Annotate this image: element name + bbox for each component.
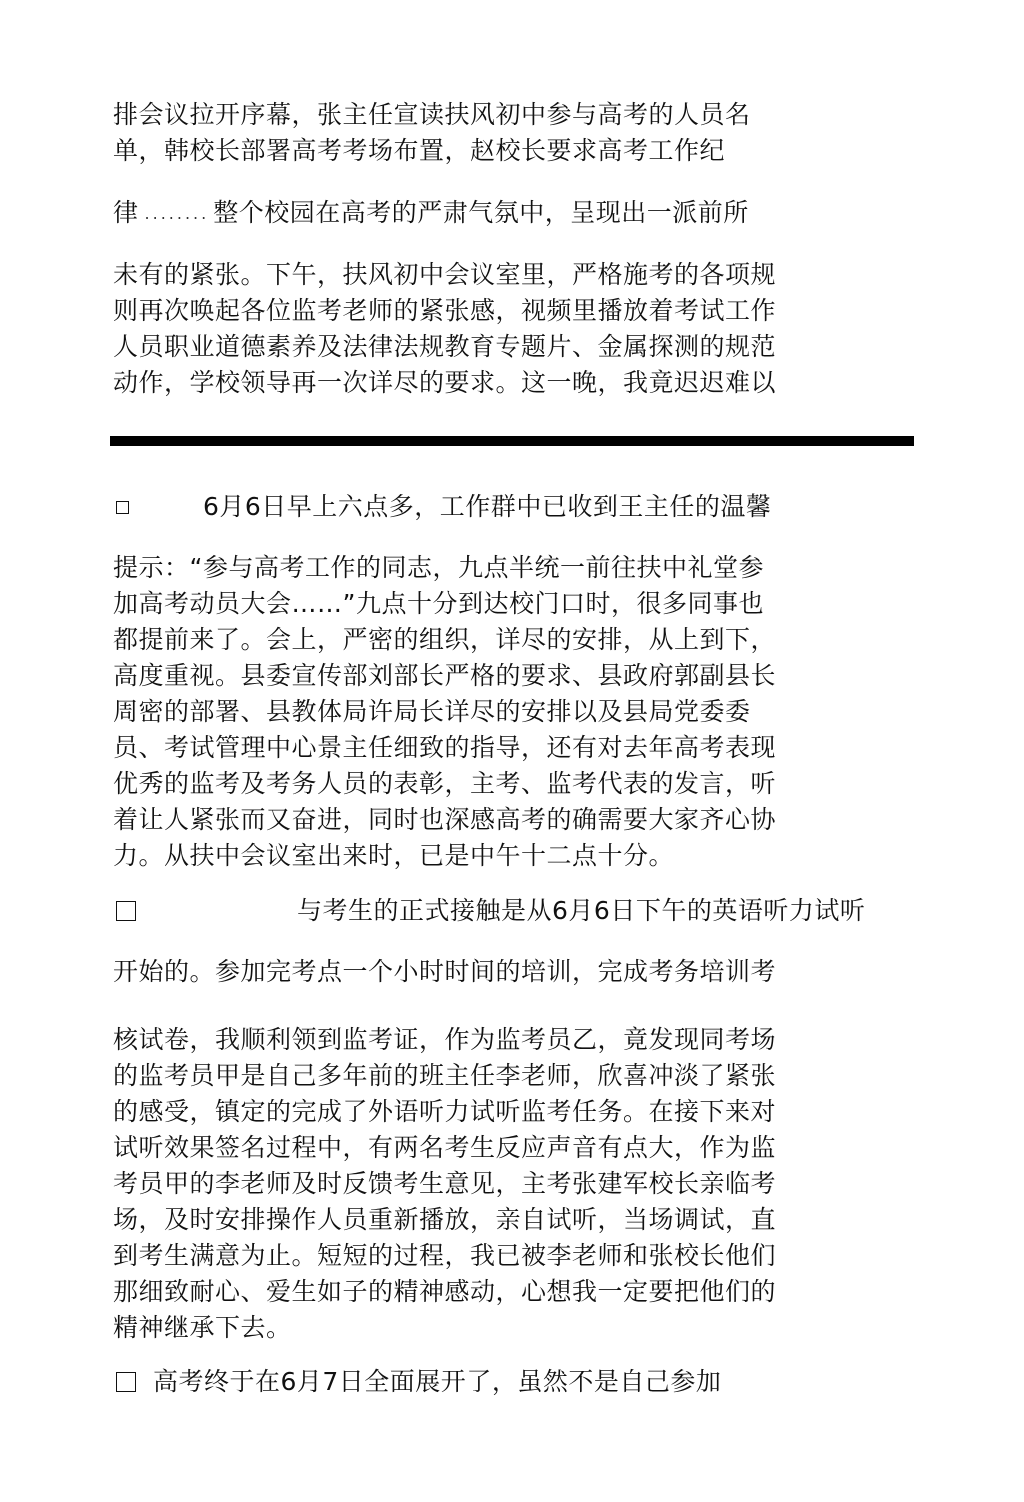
text-line: 排会议拉开序幕，张主任宣读扶风初中参与高考的人员名 — [113, 100, 751, 129]
checkbox-icon[interactable] — [116, 901, 136, 921]
text-line — [113, 196, 749, 231]
text-line: 优秀的监考及考务人员的表彰，主考、监考代表的发言，听 — [113, 769, 777, 798]
checkbox-icon[interactable] — [116, 501, 129, 514]
text-line: 提示：“参与高考工作的同志，九点半统一前往扶中礼堂参 — [113, 553, 764, 582]
checkbox-icon[interactable] — [116, 1372, 136, 1392]
text-line: 那细致耐心、爱生如子的精神感动，心想我一定要把他们的 — [113, 1277, 777, 1306]
horizontal-rule — [110, 436, 914, 446]
text-line: 着让人紧张而又奋进，同时也深感高考的确需要大家齐心协 — [113, 805, 777, 834]
text-line: 周密的部署、县教体局许局长详尽的安排以及县局党委委 — [113, 697, 751, 726]
text-line: 加高考动员大会……”九点十分到达校门口时，很多同事也 — [113, 589, 764, 618]
text-line: 动作，学校领导再一次详尽的要求。这一晚，我竟迟迟难以 — [113, 368, 777, 397]
text-line: 都提前来了。会上，严密的组织，详尽的安排，从上到下， — [113, 625, 777, 654]
text-line: 精神继承下去。 — [113, 1313, 292, 1342]
text-line: 人员职业道德素养及法律法规教育专题片、金属探测的规范 — [113, 332, 777, 361]
text-line: 高考终于在6月7日全面展开了，虽然不是自己参加 — [153, 1367, 722, 1396]
text-line: 考员甲的李老师及时反馈考生意见，主考张建军校长亲临考 — [113, 1169, 777, 1198]
ellipsis-dots: ........ — [144, 204, 210, 223]
text-line: 场，及时安排操作人员重新播放，亲自试听，当场调试，直 — [113, 1205, 777, 1234]
text-line: 单，韩校长部署高考考场布置，赵校长要求高考工作纪 — [113, 136, 726, 165]
text-line: 高度重视。县委宣传部刘部长严格的要求、县政府郭副县长 — [113, 661, 777, 690]
text-line: 试听效果签名过程中，有两名考生反应声音有点大，作为监 — [113, 1133, 777, 1162]
text-line: 到考生满意为止。短短的过程，我已被李老师和张校长他们 — [113, 1241, 777, 1270]
text-line: 未有的紧张。下午，扶风初中会议室里，严格施考的各项规 — [113, 260, 777, 289]
text-segment: 整个校园在高考的严肃气氛中，呈现出一派前所 — [213, 198, 749, 227]
text-line: 的监考员甲是自己多年前的班主任李老师，欣喜冲淡了紧张 — [113, 1061, 777, 1090]
text-line: 的感受，镇定的完成了外语听力试听监考任务。在接下来对 — [113, 1097, 777, 1126]
text-line: 开始的。参加完考点一个小时时间的培训，完成考务培训考 — [113, 957, 777, 986]
text-line: 员、考试管理中心景主任细致的指导，还有对去年高考表现 — [113, 733, 777, 762]
text-line: 力。从扶中会议室出来时，已是中午十二点十分。 — [113, 841, 675, 870]
text-line: 6月6日早上六点多，工作群中已收到王主任的温馨 — [203, 492, 772, 521]
text-segment: 律 — [113, 198, 139, 227]
text-line: 与考生的正式接触是从6月6日下午的英语听力试听 — [297, 896, 866, 925]
text-line: 则再次唤起各位监考老师的紧张感，视频里播放着考试工作 — [113, 296, 777, 325]
text-line: 核试卷，我顺利领到监考证，作为监考员乙，竟发现同考场 — [113, 1025, 777, 1054]
